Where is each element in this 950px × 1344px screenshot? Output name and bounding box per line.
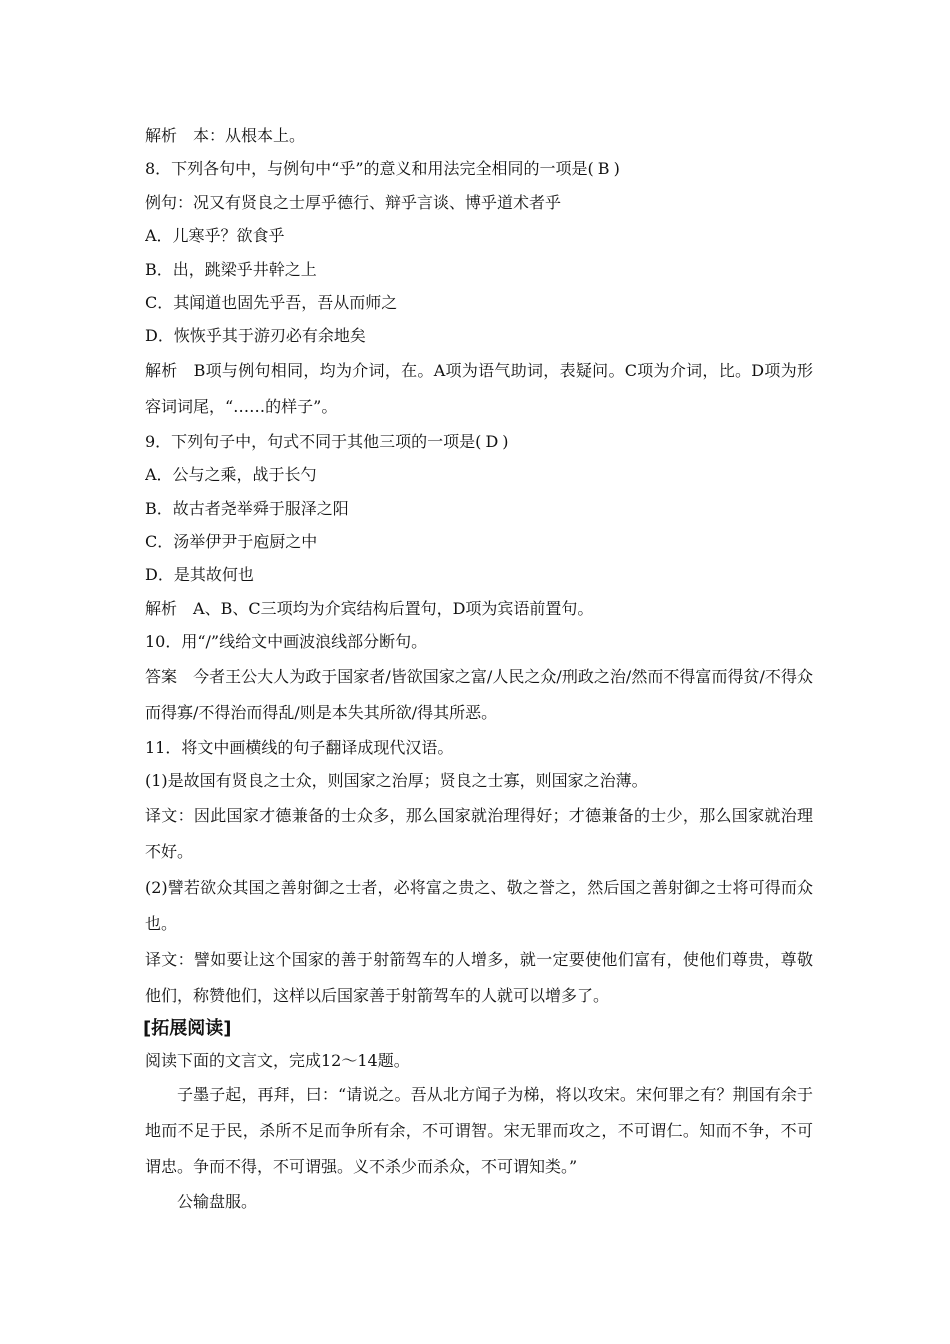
- analysis-text: B项与例句相同，均为介词，在。A项为语气助词，表疑问。C项为介词，比。D项为形容词词尾，“……的样子”。: [145, 360, 813, 416]
- question-9: [145, 425, 813, 458]
- analysis-line-1: [145, 119, 813, 152]
- answer-text: 今者王公大人为政于国家者/皆欲国家之富/人民之众/刑政之治/然而不得富而得贫/不得众而得寡/不得治而得乱/则是本失其所欲/得其所恶。: [145, 666, 813, 722]
- question-9-analysis: [145, 592, 813, 625]
- question-9-option-d: D．是其故何也: [145, 565, 254, 585]
- question-9-option-a: A．公与之乘，战于长勺: [145, 465, 317, 485]
- reading-intro: 阅读下面的文言文，完成12～14题。: [145, 1050, 410, 1070]
- passage-paragraph-1: 子墨子起，再拜，曰：“请说之。吾从北方闻子为梯，将以攻宋。宋何罪之有？荆国有余于地而不足于民，杀所不足而争所有余，不可谓智。宋无罪而攻之，不可谓仁。知而不争，不可谓忠。争而不得，不可谓强。义不杀少而杀众，不可谓知类。”: [145, 1084, 813, 1176]
- analysis-label: 解析: [145, 126, 178, 145]
- question-9-option-c: C．汤举伊尹于庖厨之中: [145, 532, 318, 552]
- question-11: 11．将文中画横线的句子翻译成现代汉语。: [145, 737, 454, 757]
- passage-paragraph-2: 公输盘服。: [177, 1191, 258, 1211]
- analysis-label: 解析: [145, 360, 178, 380]
- question-8-example: 例句：况又有贤良之士厚乎德行、辩乎言谈、博乎道术者乎: [145, 192, 562, 212]
- question-11-sentence-2: (2)譬若欲众其国之善射御之士者，必将富之贵之、敬之誉之，然后国之善射御之士将可得而众也。: [145, 877, 813, 933]
- question-8-option-b: B．出，跳梁乎井幹之上: [145, 259, 317, 279]
- question-8-analysis: [145, 353, 813, 425]
- question-8: [145, 152, 813, 185]
- question-8-option-c: C．其闻道也固先乎吾，吾从而师之: [145, 293, 398, 313]
- question-10: 10．用“/”线给文中画波浪线部分断句。: [145, 632, 428, 652]
- question-8-close: ): [613, 159, 620, 179]
- question-8-option-d: D．恢恢乎其于游刃必有余地矣: [145, 326, 366, 346]
- question-11-translation-1: 译文：因此国家才德兼备的士众多，那么国家就治理得好；才德兼备的士少，那么国家就治理不好。: [145, 805, 813, 861]
- question-8-answer: B: [597, 159, 610, 179]
- analysis-text: A、B、C三项均为介宾结构后置句，D项为宾语前置句。: [193, 598, 594, 618]
- section-heading: [拓展阅读]: [143, 1017, 232, 1039]
- analysis-label: 解析: [145, 598, 178, 618]
- question-10-answer: [145, 659, 813, 731]
- question-11-sentence-1: (1)是故国有贤良之士众，则国家之治厚；贤良之士寡，则国家之治薄。: [145, 771, 648, 791]
- question-9-option-b: B．故古者尧举舜于服泽之阳: [145, 498, 349, 518]
- analysis-text: 本：从根本上。: [193, 126, 306, 145]
- answer-label: 答案: [145, 666, 178, 686]
- question-9-stem: 9．下列句子中，句式不同于其他三项的一项是(: [145, 431, 482, 451]
- question-8-stem: 8．下列各句中，与例句中“乎”的意义和用法完全相同的一项是(: [145, 159, 594, 179]
- question-9-close: ): [502, 431, 509, 451]
- question-9-answer: D: [485, 431, 499, 451]
- question-8-option-a: A．儿寒乎？欲食乎: [145, 226, 285, 246]
- question-11-translation-2: 译文：譬如要让这个国家的善于射箭驾车的人增多，就一定要使他们富有，使他们尊贵，尊敬他们，称赞他们，这样以后国家善于射箭驾车的人就可以增多了。: [145, 949, 813, 1005]
- document-page: [145, 119, 813, 1218]
